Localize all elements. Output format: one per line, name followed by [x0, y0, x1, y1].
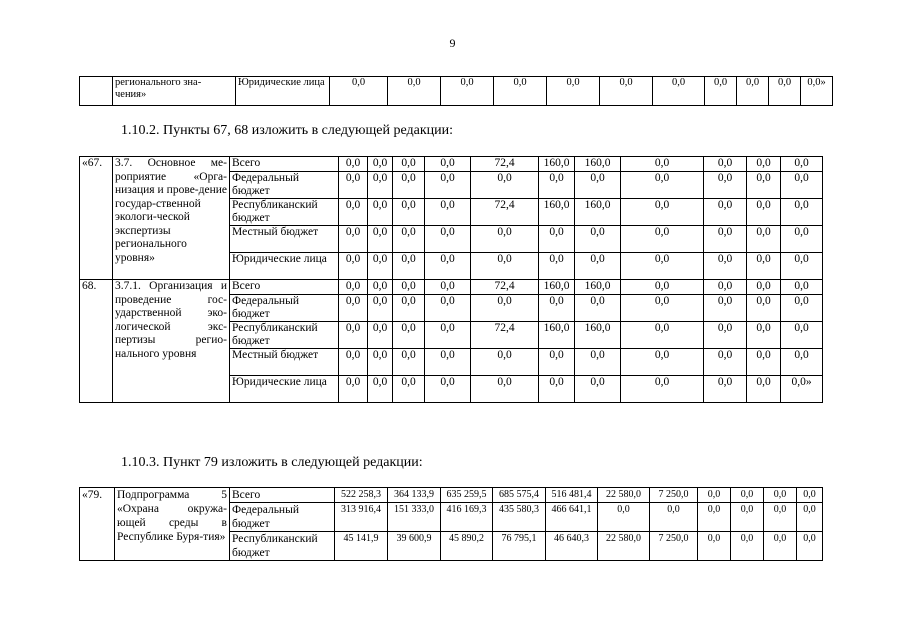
funding-source: Республиканский бюджет [230, 532, 335, 561]
value-cell: 0,0 [368, 376, 393, 403]
value-cell: 0,0 [621, 376, 704, 403]
value-cell: 72,4 [471, 280, 539, 295]
row-label: регионального зна- чения» [113, 77, 236, 106]
funding-source: Федеральный бюджет [230, 172, 339, 199]
value-cell: 0,0 [704, 157, 747, 172]
value-cell: 0,0 [747, 172, 781, 199]
value-cell: 0,0 [731, 532, 764, 561]
value-cell: 160,0 [575, 322, 621, 349]
value-cell: 151 333,0 [388, 503, 441, 532]
value-cell: 0,0 [339, 280, 368, 295]
value-cell: 0,0 [368, 322, 393, 349]
value-cell: 160,0 [539, 280, 575, 295]
table-row [80, 280, 823, 295]
item-description: Подпрограмма 5 «Охрана окружа-ющей среды в Республике Буря-тия» [115, 488, 230, 561]
value-cell: 0,0» [781, 376, 823, 403]
value-cell: 0,0 [621, 253, 704, 280]
value-cell: 0,0 [471, 376, 539, 403]
value-cell: 0,0 [339, 226, 368, 253]
value-cell: 435 580,3 [493, 503, 546, 532]
value-cell: 0,0 [731, 503, 764, 532]
value-cell: 0,0 [781, 253, 823, 280]
value-cell: 45 890,2 [441, 532, 493, 561]
value-cell: 0,0 [425, 349, 471, 376]
funding-source: Юридические лица [230, 376, 339, 403]
value-cell: 0,0 [339, 172, 368, 199]
value-cell: 0,0 [471, 226, 539, 253]
value-cell: 0,0 [339, 322, 368, 349]
value-cell: 0,0 [621, 157, 704, 172]
value-cell: 0,0 [393, 172, 425, 199]
value-cell: 0,0 [781, 349, 823, 376]
value-cell: 0,0 [575, 376, 621, 403]
item-description: 3.7.1. Организация и проведение гос-ударственной эко-логической экс-пертизы регио-нального уровня [113, 280, 230, 403]
items-67-68-table [79, 156, 823, 403]
value-cell: 635 259,5 [441, 488, 493, 503]
value-cell: 0,0 [797, 503, 823, 532]
value-cell: 72,4 [471, 322, 539, 349]
value-cell: 0,0 [747, 376, 781, 403]
value-cell: 160,0 [575, 280, 621, 295]
value-cell: 0,0 [539, 349, 575, 376]
value-cell: 0,0 [747, 157, 781, 172]
funding-source: Всего [230, 280, 339, 295]
value-cell: 0,0 [393, 376, 425, 403]
value-cell: 522 258,3 [335, 488, 388, 503]
funding-source: Местный бюджет [230, 226, 339, 253]
value-cell: 0,0 [339, 157, 368, 172]
value-cell: 0,0 [393, 157, 425, 172]
value-cell: 364 133,9 [388, 488, 441, 503]
value-cell: 0,0 [747, 199, 781, 226]
value-cell: 0,0» [801, 77, 833, 106]
value-cell: 516 481,4 [546, 488, 598, 503]
value-cell: 0,0 [621, 322, 704, 349]
value-cell: 160,0 [575, 199, 621, 226]
value-cell: 46 640,3 [546, 532, 598, 561]
funding-source: Местный бюджет [230, 349, 339, 376]
value-cell: 0,0 [704, 253, 747, 280]
value-cell: 22 580,0 [598, 488, 650, 503]
funding-source: Федеральный бюджет [230, 503, 335, 532]
value-cell: 0,0 [425, 199, 471, 226]
table-row [80, 157, 823, 172]
value-cell: 0,0 [704, 349, 747, 376]
value-cell: 0,0 [471, 172, 539, 199]
value-cell: 0,0 [368, 253, 393, 280]
value-cell: 0,0 [704, 322, 747, 349]
value-cell: 466 641,1 [546, 503, 598, 532]
value-cell: 0,0 [575, 349, 621, 376]
value-cell: 160,0 [575, 157, 621, 172]
value-cell: 7 250,0 [650, 532, 698, 561]
table-row [80, 488, 823, 503]
value-cell: 0,0 [330, 77, 388, 106]
funding-source: Республиканский бюджет [230, 199, 339, 226]
value-cell: 0,0 [539, 253, 575, 280]
value-cell: 0,0 [737, 77, 769, 106]
section-heading-2: 1.10.3. Пункт 79 изложить в следующей редакции: [121, 455, 423, 470]
value-cell: 0,0 [704, 199, 747, 226]
value-cell: 0,0 [368, 172, 393, 199]
value-cell: 0,0 [539, 376, 575, 403]
value-cell: 0,0 [368, 199, 393, 226]
value-cell: 0,0 [621, 349, 704, 376]
value-cell: 0,0 [698, 503, 731, 532]
item-number: «67. [80, 157, 113, 280]
value-cell: 0,0 [764, 532, 797, 561]
value-cell: 0,0 [704, 376, 747, 403]
value-cell: 0,0 [747, 295, 781, 322]
value-cell: 0,0 [704, 280, 747, 295]
value-cell: 0,0 [621, 280, 704, 295]
value-cell: 685 575,4 [493, 488, 546, 503]
value-cell: 0,0 [621, 199, 704, 226]
value-cell: 160,0 [539, 322, 575, 349]
value-cell: 0,0 [621, 172, 704, 199]
value-cell: 0,0 [388, 77, 441, 106]
value-cell: 0,0 [575, 295, 621, 322]
value-cell: 0,0 [425, 226, 471, 253]
value-cell: 0,0 [547, 77, 600, 106]
value-cell: 160,0 [539, 199, 575, 226]
value-cell: 0,0 [747, 280, 781, 295]
value-cell: 0,0 [368, 349, 393, 376]
value-cell: 0,0 [704, 226, 747, 253]
value-cell: 0,0 [339, 349, 368, 376]
value-cell: 0,0 [781, 157, 823, 172]
value-cell: 0,0 [368, 157, 393, 172]
funding-source: Всего [230, 157, 339, 172]
value-cell: 0,0 [781, 295, 823, 322]
value-cell: 39 600,9 [388, 532, 441, 561]
value-cell: 0,0 [769, 77, 801, 106]
value-cell: 0,0 [425, 253, 471, 280]
value-cell: 416 169,3 [441, 503, 493, 532]
value-cell: 0,0 [781, 199, 823, 226]
value-cell: 0,0 [539, 172, 575, 199]
value-cell: 0,0 [575, 172, 621, 199]
value-cell: 0,0 [781, 280, 823, 295]
value-cell: 0,0 [425, 280, 471, 295]
value-cell: 0,0 [425, 157, 471, 172]
value-cell: 0,0 [575, 226, 621, 253]
value-cell: 0,0 [575, 253, 621, 280]
value-cell: 0,0 [471, 349, 539, 376]
value-cell: 0,0 [425, 172, 471, 199]
value-cell: 0,0 [747, 322, 781, 349]
value-cell: 0,0 [764, 488, 797, 503]
section-heading-1: 1.10.2. Пункты 67, 68 изложить в следующей редакции: [121, 123, 454, 138]
continuation-table [79, 76, 833, 106]
value-cell: 0,0 [797, 532, 823, 561]
value-cell: 0,0 [393, 322, 425, 349]
value-cell: 0,0 [650, 503, 698, 532]
value-cell: 0,0 [425, 295, 471, 322]
value-cell: 0,0 [747, 349, 781, 376]
item-number: «79. [80, 488, 115, 561]
funding-source: Республиканский бюджет [230, 322, 339, 349]
value-cell: 0,0 [393, 199, 425, 226]
value-cell: 0,0 [704, 172, 747, 199]
value-cell: 0,0 [698, 488, 731, 503]
value-cell: 0,0 [797, 488, 823, 503]
value-cell: 0,0 [368, 280, 393, 295]
value-cell: 0,0 [339, 253, 368, 280]
value-cell: 0,0 [339, 295, 368, 322]
value-cell: 313 916,4 [335, 503, 388, 532]
value-cell: 0,0 [339, 199, 368, 226]
value-cell: 0,0 [781, 226, 823, 253]
funding-source: Всего [230, 488, 335, 503]
value-cell: 0,0 [393, 280, 425, 295]
value-cell: 0,0 [368, 226, 393, 253]
value-cell: 0,0 [393, 253, 425, 280]
value-cell: 76 795,1 [493, 532, 546, 561]
value-cell: 45 141,9 [335, 532, 388, 561]
table-row [80, 77, 833, 106]
value-cell: 0,0 [393, 349, 425, 376]
value-cell: 7 250,0 [650, 488, 698, 503]
value-cell: 0,0 [653, 77, 705, 106]
value-cell: 0,0 [393, 226, 425, 253]
value-cell: 72,4 [471, 157, 539, 172]
value-cell: 0,0 [598, 503, 650, 532]
value-cell: 0,0 [471, 253, 539, 280]
value-cell: 0,0 [704, 295, 747, 322]
value-cell: 72,4 [471, 199, 539, 226]
value-cell: 0,0 [747, 226, 781, 253]
value-cell: 0,0 [425, 322, 471, 349]
value-cell: 22 580,0 [598, 532, 650, 561]
value-cell: 0,0 [705, 77, 737, 106]
value-cell: 0,0 [621, 226, 704, 253]
empty-cell [80, 77, 113, 106]
item-79-table [79, 487, 823, 561]
value-cell: 0,0 [425, 376, 471, 403]
value-cell: 0,0 [731, 488, 764, 503]
value-cell: 0,0 [600, 77, 653, 106]
value-cell: 0,0 [698, 532, 731, 561]
value-cell: 0,0 [393, 295, 425, 322]
funding-source: Федеральный бюджет [230, 295, 339, 322]
value-cell: 160,0 [539, 157, 575, 172]
funding-source: Юридические лица [236, 77, 330, 106]
value-cell: 0,0 [747, 253, 781, 280]
page-number: 9 [449, 36, 456, 50]
item-number: 68. [80, 280, 113, 403]
value-cell: 0,0 [339, 376, 368, 403]
value-cell: 0,0 [621, 295, 704, 322]
value-cell: 0,0 [368, 295, 393, 322]
value-cell: 0,0 [441, 77, 494, 106]
funding-source: Юридические лица [230, 253, 339, 280]
value-cell: 0,0 [471, 295, 539, 322]
value-cell: 0,0 [539, 295, 575, 322]
value-cell: 0,0 [781, 172, 823, 199]
value-cell: 0,0 [781, 322, 823, 349]
value-cell: 0,0 [494, 77, 547, 106]
item-description: 3.7. Основное ме-роприятие «Орга-низация и прове-дение государ-ственной экологи-ческой экспертизы регионального уровня» [113, 157, 230, 280]
value-cell: 0,0 [539, 226, 575, 253]
value-cell: 0,0 [764, 503, 797, 532]
